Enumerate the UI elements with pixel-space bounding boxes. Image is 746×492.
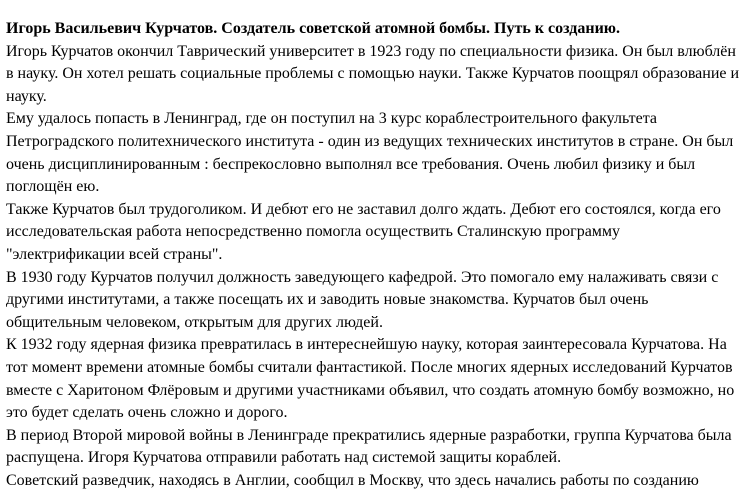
paragraph-1: Игорь Курчатов окончил Таврический университет в 1923 году по специальности физика. Он был влюблён в науку. Он хотел решать социальные проблемы с помощью науки. Также Курчатов поощрял образование и науку.: [6, 42, 740, 105]
paragraph-4: В 1930 году Курчатов получил должность заведующего кафедрой. Это помогало ему налаживать связи с другими институтами, а также посещать их и заводить новые знакомства. Курчатов был очень общительным человеком, открытым для других людей.: [6, 268, 719, 331]
paragraph-5: К 1932 году ядерная физика превратилась в интереснейшую науку, которая заинтересовала Курчатова. На тот момент времени атомные бомбы считали фантастикой. После многих ядерных исследований Курчатов вместе с Харитоном Флёровым и другими участниками объявил, что создать атомную бомбу возможно, но это будет сделать очень сложно и дорого.: [6, 336, 735, 422]
paragraph-7: Советский разведчик, находясь в Англии, сообщил в Москву, что здесь начались работы по созданию: [6, 471, 699, 489]
document-page: [6, 18, 741, 492]
document-title: Игорь Васильевич Курчатов. Создатель советской атомной бомбы. Путь к созданию.: [6, 20, 621, 37]
paragraph-3: Также Курчатов был трудоголиком. И дебют его не заставил долго ждать. Дебют его состоялся, когда его исследовательская работа непосредственно помогла осуществить Сталинскую программу "электрификации всей страны".: [6, 200, 721, 263]
paragraph-2: Ему удалось попасть в Ленинград, где он поступил на 3 курс кораблестроительного факультета Петроградского политехнического института - один из ведущих технических институтов в стране. Он был очень дисциплинированным : беспрекословно выполнял все требования. Очень любил физику и был поглощён ею.: [6, 110, 734, 196]
paragraph-6: В период Второй мировой войны в Ленинграде прекратились ядерные разработки, группа Курчатова была распущена. Игоря Курчатова отправили работать над системой защиты кораблей.: [6, 426, 732, 467]
